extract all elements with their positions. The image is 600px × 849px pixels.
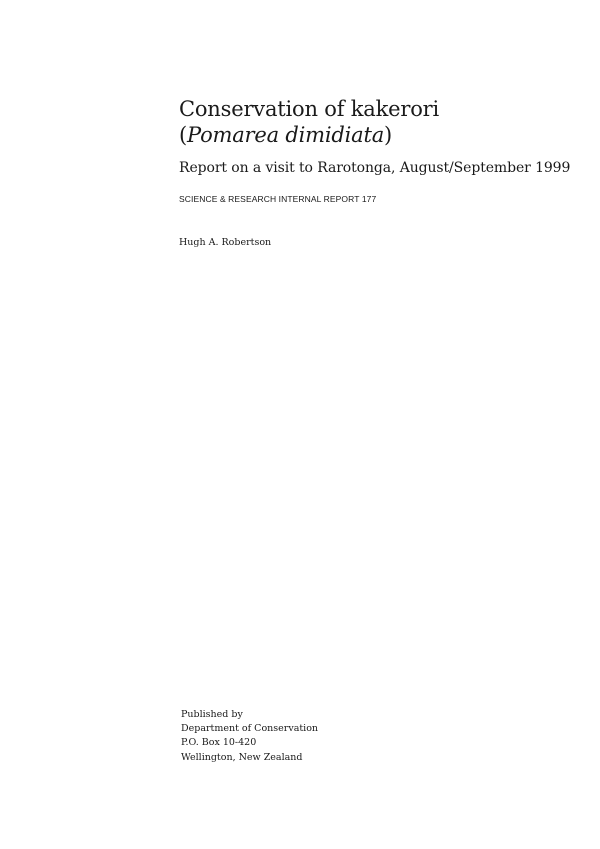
report-subtitle: Report on a visit to Rarotonga, August/September 1999 xyxy=(179,160,571,176)
report-series: SCIENCE & RESEARCH INTERNAL REPORT 177 xyxy=(179,194,377,204)
title-paren-open: ( xyxy=(179,123,187,147)
publisher-line: P.O. Box 10-420 xyxy=(181,737,257,749)
report-title xyxy=(179,96,439,148)
publisher-line: Department of Conservation xyxy=(181,723,319,735)
title-line-2 xyxy=(179,122,439,148)
title-paren-close: ) xyxy=(384,123,393,147)
publisher-block xyxy=(181,708,318,765)
publisher-line: Wellington, New Zealand xyxy=(181,751,303,763)
publisher-line: Published by xyxy=(181,709,243,720)
species-name: Pomarea dimidiata xyxy=(187,123,385,147)
title-line-1: Conservation of kakerori xyxy=(179,97,439,121)
author-name: Hugh A. Robertson xyxy=(179,237,272,248)
